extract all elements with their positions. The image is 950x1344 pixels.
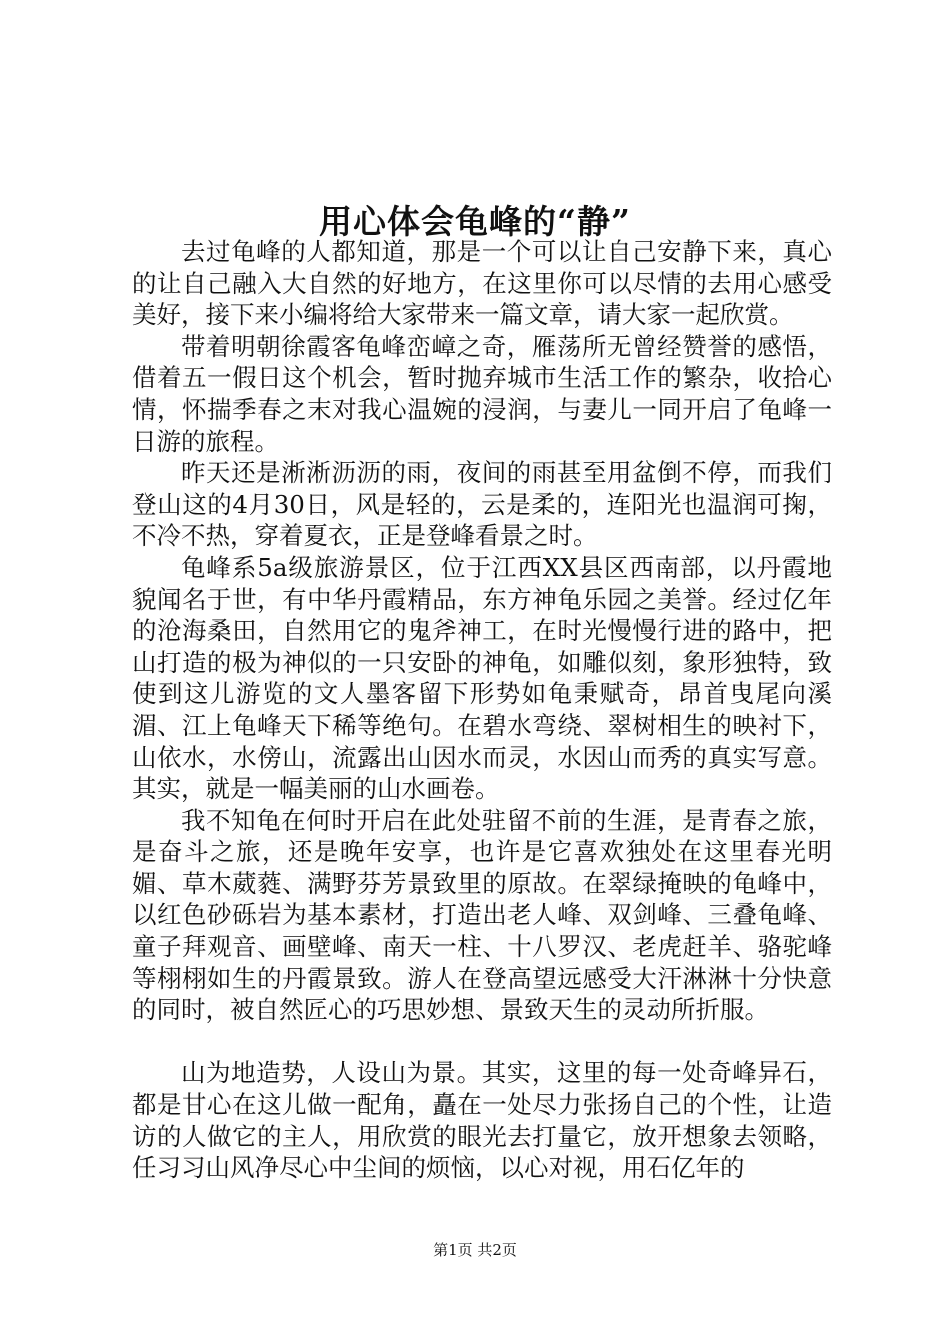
paragraph-4: 龟峰系5a级旅游景区，位于江西XX县区西南部，以丹霞地貌闻名于世，有中华丹霞精品，东方神龟乐园之美誉。经过亿年的沧海桑田，自然用它的鬼斧神工，在时光慢慢行进的路中，把山打造的极为神似的一只安卧的神龟，如雕似刻，象形独特，致使到这儿游览的文人墨客留下形势如龟秉赋奇，昂首曳尾向溪湄、江上龟峰天下稀等绝句。在碧水弯绕、翠树相生的映衬下，山依水，水傍山，流露出山因水而灵，水因山而秀的真实写意。其实，就是一幅美丽的山水画卷。 [132,552,832,804]
paragraph-6: 山为地造势，人设山为景。其实，这里的每一处奇峰异石，都是甘心在这儿做一配角，矗在一处尽力张扬自己的个性，让造访的人做它的主人，用欣赏的眼光去打量它，放开想象去领略，任习习山风净尽心中尘间的烦恼，以心对视，用石亿年的 [132,1058,832,1183]
page-footer: 第1页 共2页 [433,1241,517,1259]
paragraph-5: 我不知龟在何时开启在此处驻留不前的生涯，是青春之旅，是奋斗之旅，还是晚年安享，也许是它喜欢独处在这里春光明媚、草木葳蕤、满野芬芳景致里的原故。在翠绿掩映的龟峰中，以红色砂砾岩为基本素材，打造出老人峰、双剑峰、三叠龟峰、童子拜观音、画壁峰、南天一柱、十八罗汉、老虎赶羊、骆驼峰等栩栩如生的丹霞景致。游人在登高望远感受大汗淋淋十分快意的同时，被自然匠心的巧思妙想、景致天生的灵动所折服。 [132,805,832,1025]
paragraph-3: 昨天还是淅淅沥沥的雨，夜间的雨甚至用盆倒不停，而我们登山这的4月30日，风是轻的，云是柔的，连阳光也温润可掬，不冷不热，穿着夏衣，正是登峰看景之时。 [132,458,832,551]
document-title: 用心体会龟峰的“静” [319,202,631,242]
document-body [132,236,832,1184]
paragraph-1: 去过龟峰的人都知道，那是一个可以让自己安静下来，真心的让自己融入大自然的好地方，在这里你可以尽情的去用心感受美好，接下来小编将给大家带来一篇文章，请大家一起欣赏。 [132,237,832,330]
paragraph-2: 带着明朝徐霞客龟峰峦嶂之奇，雁荡所无曾经赞誉的感悟，借着五一假日这个机会，暂时抛弃城市生活工作的繁杂，收拾心情，怀揣季春之末对我心温婉的浸润，与妻儿一同开启了龟峰一日游的旅程。 [132,331,832,456]
